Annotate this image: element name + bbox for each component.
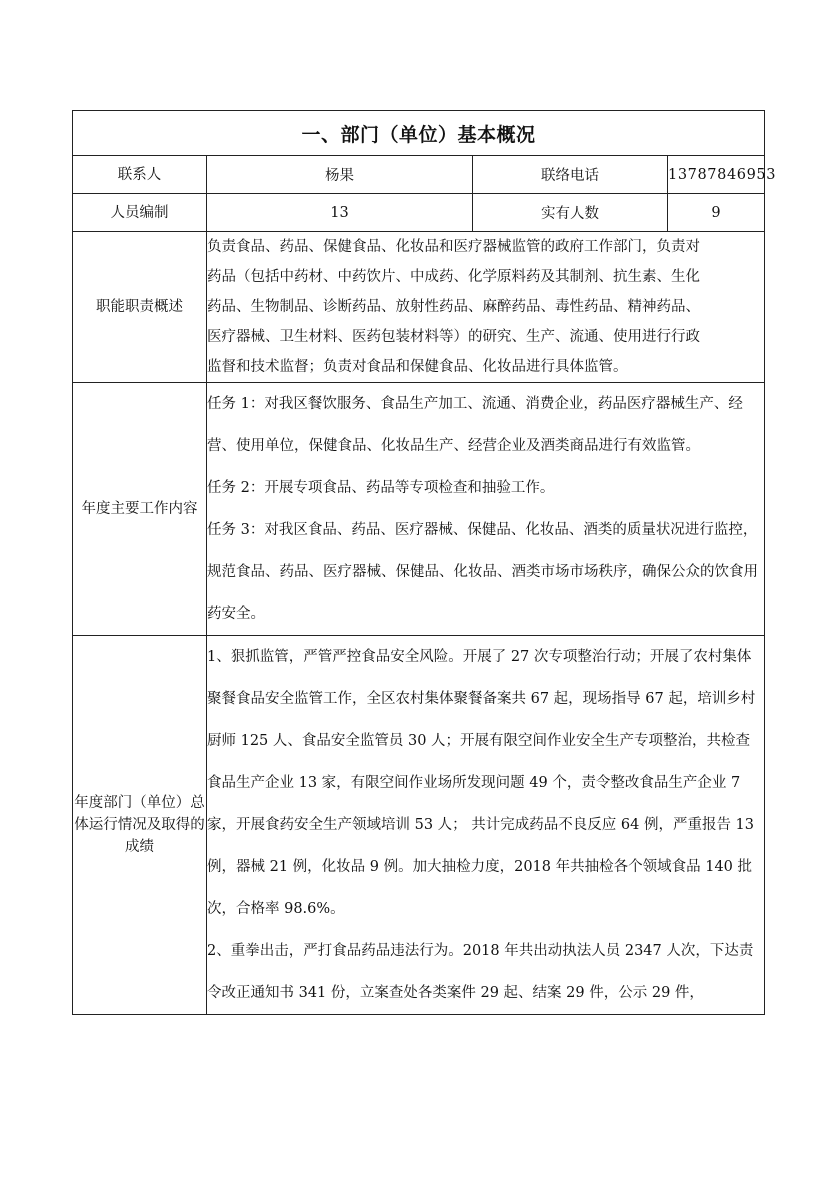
phone-label: 联络电话 [473, 156, 668, 194]
duties-label: 职能职责概述 [73, 232, 207, 383]
task-item: 任务 3：对我区食品、药品、医疗器械、保健品、化妆品、酒类的质量状况进行监控，规范食品、药品、医疗器械、保健品、化妆品、酒类市场市场秩序，确保公众的饮食用药安全。 [207, 522, 758, 622]
overall-content [207, 636, 765, 1015]
task-item: 任务 2：开展专项食品、药品等专项检查和抽验工作。 [207, 480, 555, 496]
result-paragraph: 1、狠抓监管，严管严控食品安全风险。开展了 27 次专项整治行动；开展了农村集体聚餐食品安全监管工作，全区农村集体聚餐备案共 67 起，现场指导 67 起，培训乡村厨师 125 人、食品安全监管员 30 人；开展有限空间作业安全生产专项整治，共检查食品生产企业 13 家，有限空间作业场所发现问题 49 个，责令整改食品生产企业 7 家，开展食药安全生产领域培训 53 人； 共计完成药品不良反应 64 例，严重报告 13 例，器械 21 例，化妆品 9 例。加大抽检力度，2018 年共抽检各个领域食品 140 批次，合格率 98.6%。 [207, 649, 756, 917]
staff-quota-value: 13 [207, 194, 473, 232]
actual-staff-label: 实有人数 [473, 194, 668, 232]
staff-quota-label: 人员编制 [73, 194, 207, 232]
phone-value: 13787846953 [668, 156, 765, 194]
annual-work-label: 年度主要工作内容 [73, 383, 207, 636]
actual-staff-value: 9 [668, 194, 765, 232]
duties-line: 药品（包括中药材、中药饮片、中成药、化学原料药及其制剂、抗生素、生化 [207, 269, 700, 285]
result-paragraph: 2、重拳出击，严打食品药品违法行为。2018 年共出动执法人员 2347 人次，下达责令改正通知书 341 份，立案查处各类案件 29 起、结案 29 件，公示 29 件， [207, 943, 754, 1001]
contact-value: 杨果 [207, 156, 473, 194]
overall-label: 年度部门（单位）总体运行情况及取得的成绩 [73, 636, 207, 1015]
basic-info-table [72, 110, 777, 1015]
duties-line: 负责食品、药品、保健食品、化妆品和医疗器械监管的政府工作部门，负责对 [207, 239, 700, 255]
annual-work-content [207, 383, 765, 636]
duties-content [207, 232, 765, 383]
duties-line: 药品、生物制品、诊断药品、放射性药品、麻醉药品、毒性药品、精神药品、 [207, 299, 700, 315]
task-item: 任务 1：对我区餐饮服务、食品生产加工、流通、消费企业，药品医疗器械生产、经营、使用单位，保健食品、化妆品生产、经营企业及酒类商品进行有效监管。 [207, 396, 743, 454]
table-title: 一、部门（单位）基本概况 [73, 111, 765, 156]
contact-label: 联系人 [73, 156, 207, 194]
duties-line: 医疗器械、卫生材料、医药包装材料等）的研究、生产、流通、使用进行行政 [207, 329, 700, 345]
duties-line: 监督和技术监督；负责对食品和保健食品、化妆品进行具体监管。 [207, 359, 628, 375]
